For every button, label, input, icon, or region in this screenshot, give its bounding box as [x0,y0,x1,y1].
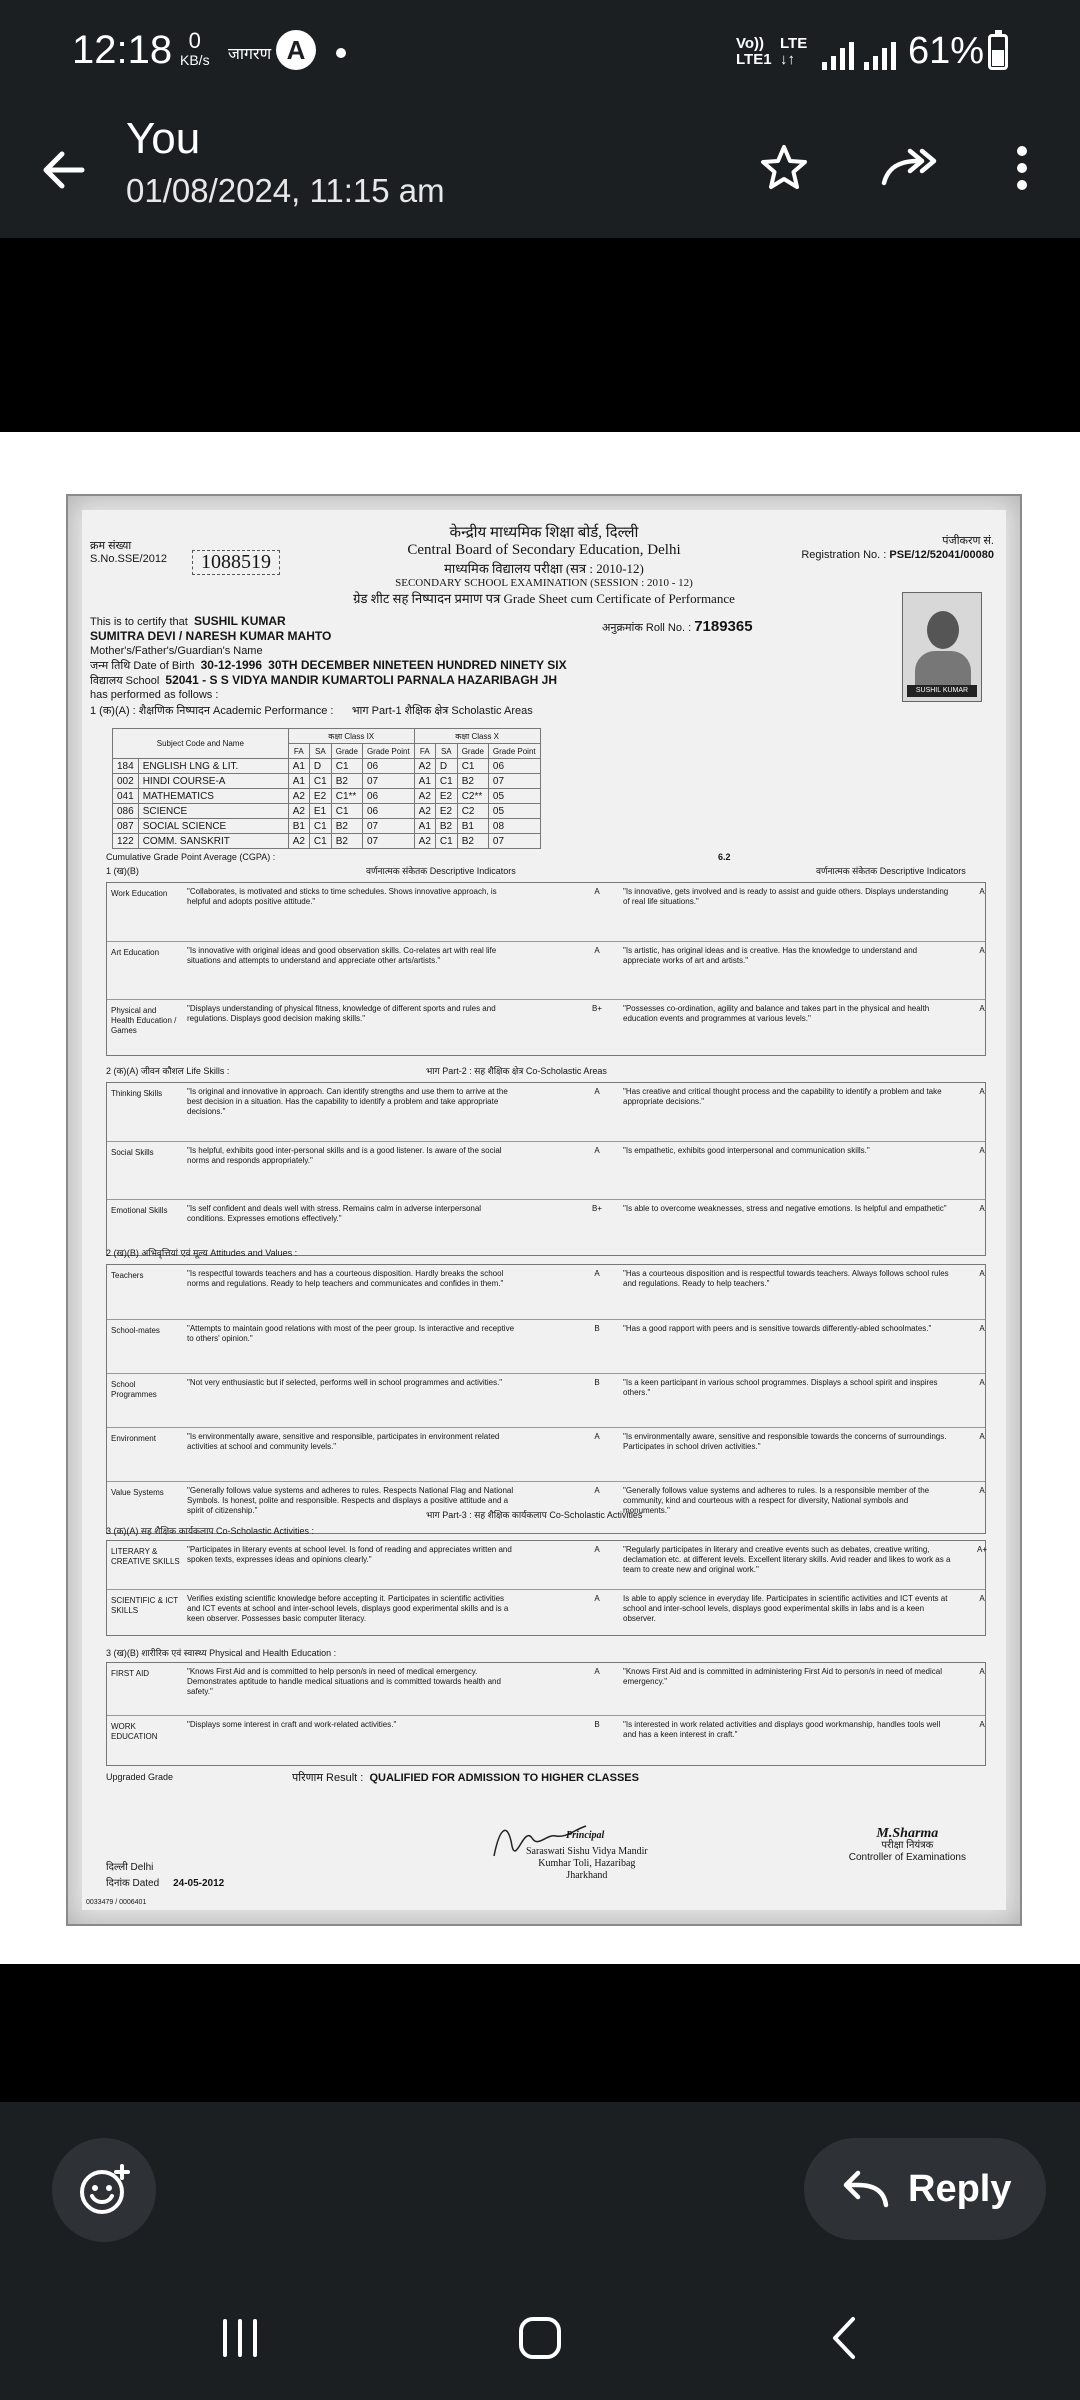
system-navigation-bar [0,2272,1080,2400]
class9-indicator: "Is original and innovative in approach. Can identify strengths and use them to arrive at the best decision in a situation. Has the capability to identify a problem and take appropriate decisions." [187,1087,508,1116]
subject-g10: C2** [457,789,488,804]
certificate-document [66,494,1022,1926]
descriptive-row [107,1083,985,1141]
recent-apps-icon [215,2313,265,2363]
data-speed-unit: KB/s [180,52,210,68]
class10-indicator: "Knows First Aid and is committed in administering First Aid to person/s in need of medical emergency." [623,1667,942,1686]
serial-label: S.No.SSE/2012 [90,553,168,565]
section-2a-label: 2 (क)(A) जीवन कौशल Life Skills : [106,1066,230,1076]
part3-heading: भाग Part-3 : सह शैक्षिक कार्यकलाप Co-Scholastic Activities [426,1510,643,1520]
descriptive-block [106,1082,986,1256]
skill-label: WORK EDUCATION [111,1722,158,1741]
class9-grade: A [594,887,600,896]
subject-sa9: E1 [309,804,331,819]
part2-heading: भाग Part-2 : सह शैक्षिक क्षेत्र Co-Scholastic Areas [426,1066,607,1076]
class9-grade: A [594,1594,600,1603]
date-row [106,1878,224,1890]
descriptive-row [107,1589,985,1637]
subject-sa9: E2 [309,789,331,804]
lte-label: LTE [780,35,808,52]
navigation-app-icon: A [276,30,316,70]
sheet-title: ग्रेड शीट सह निष्पादन प्रमाण पत्र Grade Sheet cum Certificate of Performance [353,591,735,606]
col-sa: SA [309,744,331,759]
skill-label: FIRST AID [111,1669,150,1678]
subject-code: 086 [113,804,139,819]
volte-label: Vo)) [736,35,765,52]
board-name-hindi: केन्द्रीय माध्यमिक शिक्षा बोर्ड, दिल्ली [449,525,639,541]
skill-label: Thinking Skills [111,1089,163,1098]
descriptive-row [107,1265,985,1319]
subject-fa10: A2 [414,834,435,849]
col-fa: FA [414,744,435,759]
star-icon [759,143,809,193]
controller-block [849,1828,966,1864]
subject-g9: C1 [331,759,362,774]
data-speed-value: 0 [188,28,201,53]
serial-number: 1088519 [192,550,280,575]
skill-label: Teachers [111,1271,144,1280]
subject-fa9: A1 [288,759,309,774]
subject-sa10: B2 [435,819,457,834]
volte-sim-label: LTE1 [736,51,772,68]
subject-sa9: C1 [309,819,331,834]
class10-indicator: "Has a good rapport with peers and is sensitive towards differently-abled schoolmates." [623,1324,932,1333]
class9-indicator: "Collaborates, is motivated and sticks to time schedules. Shows innovative approach, is helpful and adopts positive attitude." [187,887,497,906]
subject-fa9: A2 [288,789,309,804]
class9-grade: A [594,1545,600,1554]
descriptive-row [107,1715,985,1767]
marks-table [112,728,541,849]
subject-fa10: A1 [414,774,435,789]
section-1b-label: 1 (ख)(B) [106,866,139,876]
battery-percent: 61% [908,30,985,72]
subject-gp9: 07 [362,819,414,834]
board-name: Central Board of Secondary Education, Delhi [407,542,681,558]
subject-code: 002 [113,774,139,789]
class10-indicator: "Is innovative, gets involved and is ready to assist and guide others. Displays understanding of real life situations." [623,887,949,906]
reply-label: Reply [908,2167,1012,2210]
descriptive-block [106,1540,986,1636]
skill-label: Value Systems [111,1488,164,1497]
roll-label: अनुक्रमांक Roll No. : [602,622,692,634]
table-row [113,759,541,774]
class10-grade: A [979,1378,985,1387]
subject-gp10: 07 [488,834,540,849]
emoji-add-icon [76,2162,132,2218]
subject-gp10: 05 [488,804,540,819]
photo-head-shape [927,611,959,649]
battery-icon [988,34,1008,70]
registration-number: PSE/12/52041/00080 [889,549,994,561]
roll-number-block [602,618,753,635]
table-row [113,804,541,819]
descriptive-block [106,882,986,1056]
subject-g10: B2 [457,774,488,789]
guardian-label: Mother's/Father's/Guardian's Name [90,645,263,657]
class9-grade: A [594,1486,600,1495]
class10-indicator: "Is artistic, has original ideas and is creative. Has the knowledge to understand and appreciate works of art and artists." [623,946,918,965]
performed-text: has performed as follows : [90,689,219,701]
dob-words: 30TH DECEMBER NINETEEN HUNDRED NINETY SIX [268,658,567,672]
class10-indicator: "Has a courteous disposition and is respectful towards teachers. Always follows school rules and regulations. Ready to help teachers." [623,1269,949,1288]
volte-indicator [736,36,772,68]
data-arrows-icon: ↓↑ [780,51,795,68]
subject-gp10: 06 [488,759,540,774]
notification-dot-icon [336,48,346,58]
subject-code: 087 [113,819,139,834]
subject-sa10: D [435,759,457,774]
table-row [113,819,541,834]
class9-grade: A [594,1269,600,1278]
certificate-paper [82,510,1006,1910]
class9-indicator: "Attempts to maintain good relations with most of the peer group. Is interactive and receptive to others' opinion." [187,1324,515,1343]
skill-label: School-mates [111,1326,160,1335]
subject-code: 041 [113,789,139,804]
class10-grade: A [979,1204,985,1213]
class9-indicator: "Displays some interest in craft and work-related activities." [187,1720,397,1729]
place-label: दिल्ली Delhi [106,1862,154,1873]
subject-code: 184 [113,759,139,774]
more-options-button[interactable] [990,136,1054,200]
serial-number-block [90,540,167,566]
section-2b-label: 2 (ख)(B) अभिवृत्तियां एवं मूल्य Attitudes and Values : [106,1248,298,1258]
subject-sa9: D [309,759,331,774]
subject-fa10: A1 [414,819,435,834]
subject-fa10: A2 [414,789,435,804]
descriptive-row [107,1663,985,1715]
section-3b-label: 3 (ख)(B) शारीरिक एवं स्वास्थ्य Physical and Health Education : [106,1648,337,1658]
class10-grade: A [979,1087,985,1096]
subject-name: HINDI COURSE-A [138,774,288,789]
cgpa-row [106,852,982,863]
subject-g9: B2 [331,774,362,789]
class10-indicator: "Has creative and critical thought process and the capability to identify a problem and take appropriate decisions." [623,1087,942,1106]
class9-grade: B [594,1324,600,1333]
status-bar [0,0,1080,110]
more-vert-icon [1012,143,1032,193]
serial-footer: 0033479 / 0006401 [86,1899,147,1906]
section-3a-label: 3 (क)(A) सह शैक्षिक कार्यकलाप Co-Scholastic Activities : [106,1526,315,1536]
class10-grade: A [979,1004,985,1013]
subject-gp9: 06 [362,804,414,819]
descriptive-block [106,1662,986,1766]
subject-name: SCIENCE [138,804,288,819]
class9-indicator: "Is helpful, exhibits good inter-personal skills and is a good listener. Is aware of the social norms and responds appropriately." [187,1146,502,1165]
skill-label: SCIENTIFIC & ICT SKILLS [111,1596,178,1615]
sender-name: You [126,114,201,163]
subject-g9: C1 [331,804,362,819]
class10-indicator: "Is empathetic, exhibits good interpersonal and communication skills." [623,1146,870,1155]
scholastic-heading: भाग Part-1 शैक्षिक क्षेत्र Scholastic Areas [351,705,533,717]
class9-indicator: "Participates in literary events at school level. Is fond of reading and appreciates written and spoken texts, expresses ideas and opinions clearly." [187,1545,512,1564]
descriptive-row [107,1319,985,1373]
subject-g9: B2 [331,834,362,849]
subject-fa10: A2 [414,804,435,819]
descriptive-row [107,1541,985,1589]
registration-label-hindi: पंजीकरण सं. [942,535,994,547]
descriptive-row [107,941,985,999]
subject-fa9: A1 [288,774,309,789]
desc-header: वर्णनात्मक संकेतक Descriptive Indicators [366,866,516,876]
academic-heading: 1 (क)(A) : शैक्षणिक निष्पादन Academic Performance : [90,705,334,717]
skill-label: Emotional Skills [111,1206,168,1215]
subject-fa9: B1 [288,819,309,834]
desc-header: वर्णनात्मक संकेतक Descriptive Indicators [816,866,966,876]
app-notification-label: जागरण [228,46,272,63]
class9-grade: B [594,1720,600,1729]
subject-g10: B2 [457,834,488,849]
skill-label: School Programmes [111,1380,157,1399]
reply-arrow-icon [840,2169,890,2209]
table-row [113,789,541,804]
subject-fa9: A2 [288,804,309,819]
serial-label-hindi: क्रम संख्या [90,540,132,552]
skill-label: Social Skills [111,1148,154,1157]
recent-apps-button[interactable] [200,2298,280,2378]
lte-indicator [780,36,807,68]
subject-g9: B2 [331,819,362,834]
subject-g10: C2 [457,804,488,819]
col-subject: Subject Code and Name [113,729,289,759]
result-row [292,1770,639,1785]
dob-label: जन्म तिथि Date of Birth [90,660,195,672]
table-row [113,834,541,849]
subject-name: SOCIAL SCIENCE [138,819,288,834]
skill-label: Environment [111,1434,156,1443]
subject-g10: C1 [457,759,488,774]
viewer-header [0,110,1080,238]
photo-body-shape [915,651,971,687]
reply-button[interactable] [804,2138,1046,2240]
forward-button[interactable] [878,136,942,200]
data-speed-indicator [180,30,210,68]
certify-text: This is to certify that [90,616,188,628]
col-class9: कक्षा Class IX [288,729,414,744]
principal-label: Principal [566,1830,605,1841]
subject-gp9: 07 [362,774,414,789]
class9-grade: A [594,946,600,955]
registration-block [801,534,994,562]
school-label: विद्यालय School [90,675,160,687]
class9-indicator: Verifies existing scientific knowledge before accepting it. Participates in scientific activities and ICT events at school and inter-school levels, displays good experimental skills and is a keen observer. Possesses basic computer literacy. [187,1594,509,1623]
class9-grade: B+ [591,1004,602,1013]
subject-name: COMM. SANSKRIT [138,834,288,849]
class10-grade: A [979,1667,985,1676]
subject-sa10: E2 [435,804,457,819]
subject-name: ENGLISH LNG & LIT. [138,759,288,774]
class10-grade: A [979,1720,985,1729]
class9-indicator: "Displays understanding of physical fitness, knowledge of different sports and rules and regulations. Displays good decision making skills." [187,1004,496,1023]
back-nav-button[interactable] [806,2298,886,2378]
controller-signature: M.Sharma [876,1826,939,1841]
class9-grade: B+ [591,1204,602,1213]
registration-label: Registration No. : [801,549,887,561]
exam-name: SECONDARY SCHOOL EXAMINATION (SESSION : 2010 - 12) [395,577,693,589]
class9-indicator: "Knows First Aid and is committed to help person/s in need of medical emergency. Demonstrates aptitude to handle medical situations and is committed towards health and safety." [187,1667,501,1696]
signal-bars-icon [864,36,896,70]
action-bar [0,2102,1080,2272]
class9-indicator: "Is self confident and deals well with stress. Remains calm in adverse interpersonal conditions. Expresses emotions effectively." [187,1204,482,1223]
back-button[interactable] [36,142,92,198]
result-label: परिणाम Result : [292,1772,364,1784]
subject-gp10: 05 [488,789,540,804]
class9-grade: A [594,1667,600,1676]
subject-g9: C1** [331,789,362,804]
table-row [113,774,541,789]
class9-indicator: "Is respectful towards teachers and has a courteous disposition. Hardly breaks the school norms and regulations. Ready to help teachers and communicates and confides in them." [187,1269,504,1288]
signature-area [106,1828,986,1898]
descriptive-row [107,1141,985,1199]
class10-grade: A [979,946,985,955]
principal-stamp [526,1846,648,1882]
subject-sa10: C1 [435,774,457,789]
dob-value: 30-12-1996 [200,658,263,672]
section-1b-heading [106,866,982,877]
principal-state: Jharkhand [566,1870,608,1881]
descriptive-block [106,1264,986,1534]
class10-indicator: "Is able to overcome weaknesses, stress and negative emotions. Is helpful and empathetic" [623,1204,947,1213]
class10-grade: A [979,1269,985,1278]
react-button[interactable] [52,2138,156,2242]
section-3a-heading [106,1526,982,1537]
class10-indicator: Is able to apply science in everyday life. Participates in scientific activities and ICT events at school and inter-school levels, displays good experimental skills in labs and is a keen observer. [623,1594,948,1623]
skill-label: Work Education [111,889,168,898]
skill-label: Physical and Health Education / Games [111,1006,177,1035]
back-nav-icon [821,2313,871,2363]
class9-grade: A [594,1146,600,1155]
upgraded-note-label: Upgraded Grade [106,1772,174,1782]
subject-gp10: 08 [488,819,540,834]
class10-indicator: "Possesses co-ordination, agility and balance and takes part in the physical and health education events and programmes at various levels." [623,1004,930,1023]
cgpa-value: 6.2 [718,852,731,862]
col-grade-point: Grade Point [488,744,540,759]
subject-gp10: 07 [488,774,540,789]
principal-school: Saraswati Sishu Vidya Mandir [526,1846,648,1857]
skill-label: Art Education [111,948,160,957]
section-3b-heading [106,1648,982,1659]
subject-sa9: C1 [309,774,331,789]
class9-indicator: "Is environmentally aware, sensitive and responsible, participates in environment related activities at school and community levels." [187,1432,500,1451]
col-fa: FA [288,744,309,759]
class10-indicator: "Is interested in work related activities and displays good workmanship, handles tools well and has a keen interest in craft." [623,1720,941,1739]
cgpa-label: Cumulative Grade Point Average (CGPA) : [106,852,276,862]
subject-gp9: 06 [362,759,414,774]
star-button[interactable] [752,136,816,200]
section-2b-heading [106,1248,982,1259]
subject-sa9: C1 [309,834,331,849]
controller-label-hindi: परीक्षा नियंत्रक [881,1840,934,1851]
subject-fa10: A2 [414,759,435,774]
student-photo [902,592,982,702]
col-grade: Grade [457,744,488,759]
descriptive-row [107,999,985,1057]
col-class10: कक्षा Class X [414,729,540,744]
descriptive-row [107,883,985,941]
class10-grade: A [979,1594,985,1603]
controller-label: Controller of Examinations [848,1852,966,1863]
student-info [90,614,567,718]
class9-indicator: "Not very enthusiastic but if selected, performs well in school programmes and activities." [187,1378,503,1387]
class9-grade: A [594,1432,600,1441]
class10-grade: A [979,887,985,896]
photo-caption: SUSHIL KUMAR [907,685,977,697]
message-timestamp: 01/08/2024, 11:15 am [126,172,445,209]
class10-grade: A [979,1324,985,1333]
descriptive-row [107,1427,985,1481]
forward-icon [880,143,940,193]
signal-bars-icon [822,36,854,70]
class9-grade: A [594,1087,600,1096]
subject-g10: B1 [457,819,488,834]
class10-indicator: "Is a keen participant in various school programmes. Displays a school spirit and inspires others." [623,1378,938,1397]
parents-names: SUMITRA DEVI / NARESH KUMAR MAHTO [90,629,332,643]
student-name: SUSHIL KUMAR [193,614,286,628]
subject-gp9: 07 [362,834,414,849]
class10-grade: A [979,1432,985,1441]
subject-name: MATHEMATICS [138,789,288,804]
back-arrow-icon [36,142,92,198]
roll-number: 7189365 [694,618,753,635]
class10-indicator: "Generally follows value systems and adheres to rules. Is a responsible member of the community, kind and courteous with a respect for diversity, National symbols and monuments." [623,1486,930,1515]
date-value: 24-05-2012 [173,1878,225,1889]
class10-grade: A [979,1146,985,1155]
exam-name-hindi: माध्यमिक विद्यालय परीक्षा (सत्र : 2010-12) [444,561,644,576]
home-icon [515,2313,565,2363]
class9-grade: B [594,1378,600,1387]
skill-label: LITERARY & CREATIVE SKILLS [111,1547,180,1566]
marks-body [113,759,541,849]
class10-grade: A+ [976,1545,987,1554]
col-grade-point: Grade Point [362,744,414,759]
class9-indicator: "Generally follows value systems and adheres to rules. Respects National Flag and National Symbols. Is honest, polite and responsible. Respects and displays a positive attitude and a spirit of citizenship." [187,1486,514,1515]
subject-sa10: E2 [435,789,457,804]
subject-gp9: 06 [362,789,414,804]
result-value: QUALIFIED FOR ADMISSION TO HIGHER CLASSES [369,1772,639,1784]
subject-fa9: A2 [288,834,309,849]
class10-indicator: "Is environmentally aware, sensitive and responsible towards the concerns of surroundings. Participates in school driven activities." [623,1432,947,1451]
class10-indicator: "Regularly participates in literary and creative events such as debates, creative writing, declamation etc. at different levels. Excellent literary skills. Avid reader and likes to work as a team to create new and original work." [623,1545,951,1574]
section-2a-heading [106,1066,982,1077]
image-viewer[interactable] [0,432,1080,1964]
subject-code: 122 [113,834,139,849]
status-time: 12:18 [72,28,173,72]
subject-sa10: C1 [435,834,457,849]
col-sa: SA [435,744,457,759]
class9-indicator: "Is innovative with original ideas and good observation skills. Co-relates art with real life situations and attempts to understand and appreciate other arts/artists." [187,946,497,965]
home-button[interactable] [500,2298,580,2378]
principal-place: Kumhar Toli, Hazaribag [538,1858,636,1869]
descriptive-row [107,1373,985,1427]
date-label: दिनांक Dated [106,1878,160,1889]
col-grade: Grade [331,744,362,759]
school-name: 52041 - S S VIDYA MANDIR KUMARTOLI PARNALA HAZARIBAGH JH [165,673,558,687]
class10-grade: A [979,1486,985,1495]
